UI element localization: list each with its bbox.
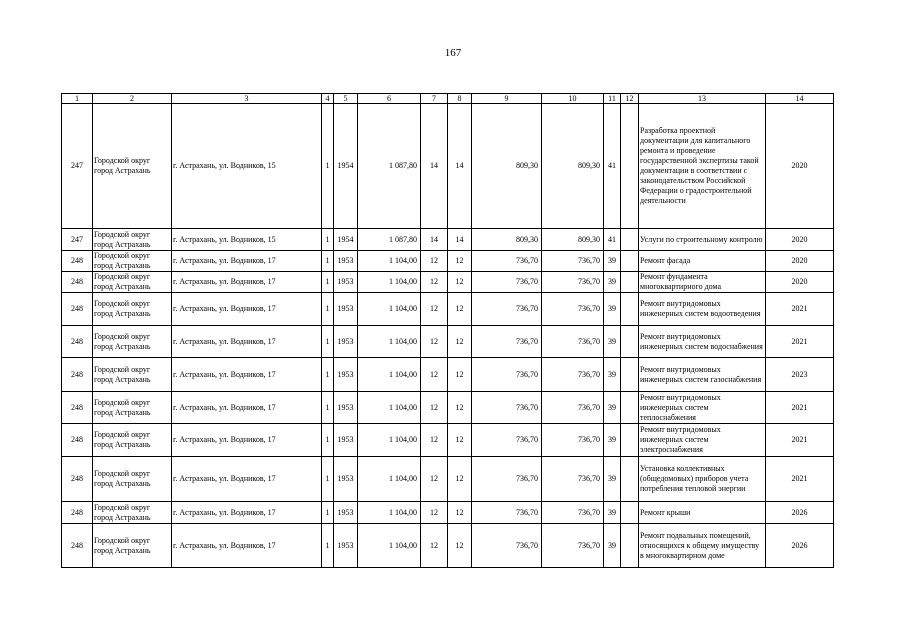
col8-cell: 12 [448,251,472,272]
col8-cell: 12 [448,457,472,502]
page-number: 167 [444,47,462,59]
row-number: 248 [62,457,93,502]
col7-cell: 14 [421,229,448,251]
col10-cell: 736,70 [542,457,604,502]
col8-cell: 12 [448,272,472,293]
col6-cell: 1 104,00 [358,293,421,326]
col10-cell: 736,70 [542,502,604,524]
work-type-cell: Установка коллективных (общедомовых) приборов учета потребления тепловой энергии [639,457,766,502]
row-number: 248 [62,524,93,568]
col12-cell [621,424,639,457]
col7-cell: 12 [421,524,448,568]
col10-cell: 736,70 [542,392,604,424]
table-row [62,293,834,326]
row-number: 247 [62,229,93,251]
work-type-cell: Ремонт внутридомовых инженерных систем водоотведения [639,293,766,326]
col8-cell: 12 [448,524,472,568]
col8-cell: 12 [448,424,472,457]
col7-cell: 12 [421,326,448,358]
table-row [62,251,834,272]
year-built-cell: 1953 [334,251,358,272]
col6-cell: 1 104,00 [358,358,421,392]
work-type-cell: Ремонт подвальных помещений, относящихся к общему имуществу в многоквартирном доме [639,524,766,568]
year-built-cell: 1953 [334,524,358,568]
col12-cell [621,293,639,326]
col8-cell: 12 [448,502,472,524]
col4-cell: 1 [322,502,334,524]
year-built-cell: 1953 [334,502,358,524]
table-body [62,94,834,568]
col6-cell: 1 104,00 [358,326,421,358]
table-row [62,272,834,293]
col6-cell: 1 104,00 [358,251,421,272]
col4-cell: 1 [322,457,334,502]
period-cell: 2026 [766,502,834,524]
municipality-cell: Городской округ город Астрахань [93,104,172,229]
col6-cell: 1 087,80 [358,104,421,229]
col11-cell: 39 [604,524,621,568]
col10-cell: 809,30 [542,229,604,251]
year-built-cell: 1954 [334,104,358,229]
col4-cell: 1 [322,293,334,326]
column-number: 10 [542,94,604,104]
address-cell: г. Астрахань, ул. Водников, 17 [172,358,322,392]
col8-cell: 12 [448,392,472,424]
table-row [62,358,834,392]
col6-cell: 1 104,00 [358,392,421,424]
col6-cell: 1 104,00 [358,424,421,457]
period-cell: 2023 [766,358,834,392]
col10-cell: 809,30 [542,104,604,229]
col11-cell: 39 [604,457,621,502]
col6-cell: 1 087,80 [358,229,421,251]
column-number: 7 [421,94,448,104]
row-number: 248 [62,326,93,358]
col4-cell: 1 [322,251,334,272]
col11-cell: 39 [604,392,621,424]
col9-cell: 736,70 [472,326,542,358]
col11-cell: 39 [604,251,621,272]
col9-cell: 736,70 [472,358,542,392]
col9-cell: 736,70 [472,424,542,457]
row-number: 248 [62,424,93,457]
year-built-cell: 1954 [334,229,358,251]
period-cell: 2026 [766,524,834,568]
col4-cell: 1 [322,424,334,457]
address-cell: г. Астрахань, ул. Водников, 17 [172,524,322,568]
col7-cell: 14 [421,104,448,229]
col12-cell [621,457,639,502]
col12-cell [621,326,639,358]
column-number: 1 [62,94,93,104]
col6-cell: 1 104,00 [358,524,421,568]
period-cell: 2021 [766,457,834,502]
work-type-cell: Ремонт внутридомовых инженерных систем электроснабжения [639,424,766,457]
address-cell: г. Астрахань, ул. Водников, 15 [172,104,322,229]
row-number: 247 [62,104,93,229]
row-number: 248 [62,272,93,293]
col4-cell: 1 [322,229,334,251]
col11-cell: 39 [604,502,621,524]
col9-cell: 736,70 [472,293,542,326]
work-type-cell: Ремонт внутридомовых инженерных систем теплоснабжения [639,392,766,424]
period-cell: 2020 [766,104,834,229]
col10-cell: 736,70 [542,358,604,392]
column-number: 5 [334,94,358,104]
col9-cell: 736,70 [472,502,542,524]
col10-cell: 736,70 [542,272,604,293]
col12-cell [621,272,639,293]
col4-cell: 1 [322,358,334,392]
col12-cell [621,358,639,392]
col4-cell: 1 [322,326,334,358]
work-type-cell: Ремонт внутридомовых инженерных систем водоснабжения [639,326,766,358]
municipality-cell: Городской округ город Астрахань [93,392,172,424]
table-row [62,229,834,251]
column-number: 11 [604,94,621,104]
municipality-cell: Городской округ город Астрахань [93,502,172,524]
column-number: 4 [322,94,334,104]
col11-cell: 39 [604,358,621,392]
col11-cell: 39 [604,293,621,326]
year-built-cell: 1953 [334,293,358,326]
address-cell: г. Астрахань, ул. Водников, 17 [172,293,322,326]
column-number: 3 [172,94,322,104]
address-cell: г. Астрахань, ул. Водников, 17 [172,502,322,524]
table-row [62,524,834,568]
col12-cell [621,524,639,568]
municipality-cell: Городской округ город Астрахань [93,251,172,272]
col11-cell: 39 [604,424,621,457]
work-type-cell: Ремонт крыши [639,502,766,524]
capital-repair-table [61,93,834,568]
year-built-cell: 1953 [334,392,358,424]
col7-cell: 12 [421,424,448,457]
table-row [62,424,834,457]
col12-cell [621,104,639,229]
table-row [62,502,834,524]
row-number: 248 [62,502,93,524]
period-cell: 2021 [766,392,834,424]
municipality-cell: Городской округ город Астрахань [93,272,172,293]
col7-cell: 12 [421,272,448,293]
municipality-cell: Городской округ город Астрахань [93,524,172,568]
col7-cell: 12 [421,251,448,272]
column-number: 2 [93,94,172,104]
row-number: 248 [62,358,93,392]
period-cell: 2021 [766,424,834,457]
municipality-cell: Городской округ город Астрахань [93,457,172,502]
column-number: 6 [358,94,421,104]
col6-cell: 1 104,00 [358,272,421,293]
col11-cell: 39 [604,326,621,358]
col11-cell: 39 [604,272,621,293]
work-type-cell: Разработка проектной документации для капитального ремонта и проведение государственной экспертизы такой документации в соответствии с законодательством Российской Федерации о градостроительной деятельности [639,104,766,229]
col9-cell: 736,70 [472,272,542,293]
table-row [62,457,834,502]
col9-cell: 736,70 [472,392,542,424]
table-row [62,392,834,424]
column-number: 9 [472,94,542,104]
work-type-cell: Услуги по строительному контролю [639,229,766,251]
work-type-cell: Ремонт внутридомовых инженерных систем газоснабжения [639,358,766,392]
municipality-cell: Городской округ город Астрахань [93,293,172,326]
row-number: 248 [62,392,93,424]
row-number: 248 [62,251,93,272]
col8-cell: 12 [448,358,472,392]
column-number: 14 [766,94,834,104]
col12-cell [621,392,639,424]
col10-cell: 736,70 [542,326,604,358]
period-cell: 2020 [766,272,834,293]
col6-cell: 1 104,00 [358,502,421,524]
address-cell: г. Астрахань, ул. Водников, 17 [172,424,322,457]
col4-cell: 1 [322,272,334,293]
period-cell: 2020 [766,229,834,251]
col7-cell: 12 [421,457,448,502]
col7-cell: 12 [421,502,448,524]
col8-cell: 14 [448,104,472,229]
year-built-cell: 1953 [334,326,358,358]
period-cell: 2020 [766,251,834,272]
address-cell: г. Астрахань, ул. Водников, 17 [172,457,322,502]
column-number: 8 [448,94,472,104]
col11-cell: 41 [604,104,621,229]
col10-cell: 736,70 [542,524,604,568]
col6-cell: 1 104,00 [358,457,421,502]
col4-cell: 1 [322,524,334,568]
col12-cell [621,229,639,251]
municipality-cell: Городской округ город Астрахань [93,424,172,457]
col8-cell: 14 [448,229,472,251]
column-number-row [62,94,834,104]
col9-cell: 736,70 [472,524,542,568]
col10-cell: 736,70 [542,251,604,272]
column-number: 12 [621,94,639,104]
year-built-cell: 1953 [334,272,358,293]
year-built-cell: 1953 [334,457,358,502]
col4-cell: 1 [322,104,334,229]
col7-cell: 12 [421,358,448,392]
col10-cell: 736,70 [542,293,604,326]
period-cell: 2021 [766,326,834,358]
col8-cell: 12 [448,293,472,326]
address-cell: г. Астрахань, ул. Водников, 17 [172,392,322,424]
municipality-cell: Городской округ город Астрахань [93,229,172,251]
col8-cell: 12 [448,326,472,358]
col10-cell: 736,70 [542,424,604,457]
municipality-cell: Городской округ город Астрахань [93,358,172,392]
col9-cell: 809,30 [472,229,542,251]
row-number: 248 [62,293,93,326]
table-row [62,326,834,358]
col12-cell [621,251,639,272]
col7-cell: 12 [421,293,448,326]
period-cell: 2021 [766,293,834,326]
col4-cell: 1 [322,392,334,424]
address-cell: г. Астрахань, ул. Водников, 17 [172,326,322,358]
table-row [62,104,834,229]
address-cell: г. Астрахань, ул. Водников, 15 [172,229,322,251]
col9-cell: 736,70 [472,251,542,272]
column-number: 13 [639,94,766,104]
col12-cell [621,502,639,524]
col11-cell: 41 [604,229,621,251]
col7-cell: 12 [421,392,448,424]
work-type-cell: Ремонт фасада [639,251,766,272]
year-built-cell: 1953 [334,358,358,392]
address-cell: г. Астрахань, ул. Водников, 17 [172,251,322,272]
col9-cell: 809,30 [472,104,542,229]
work-type-cell: Ремонт фундамента многоквартирного дома [639,272,766,293]
address-cell: г. Астрахань, ул. Водников, 17 [172,272,322,293]
year-built-cell: 1953 [334,424,358,457]
col9-cell: 736,70 [472,457,542,502]
municipality-cell: Городской округ город Астрахань [93,326,172,358]
